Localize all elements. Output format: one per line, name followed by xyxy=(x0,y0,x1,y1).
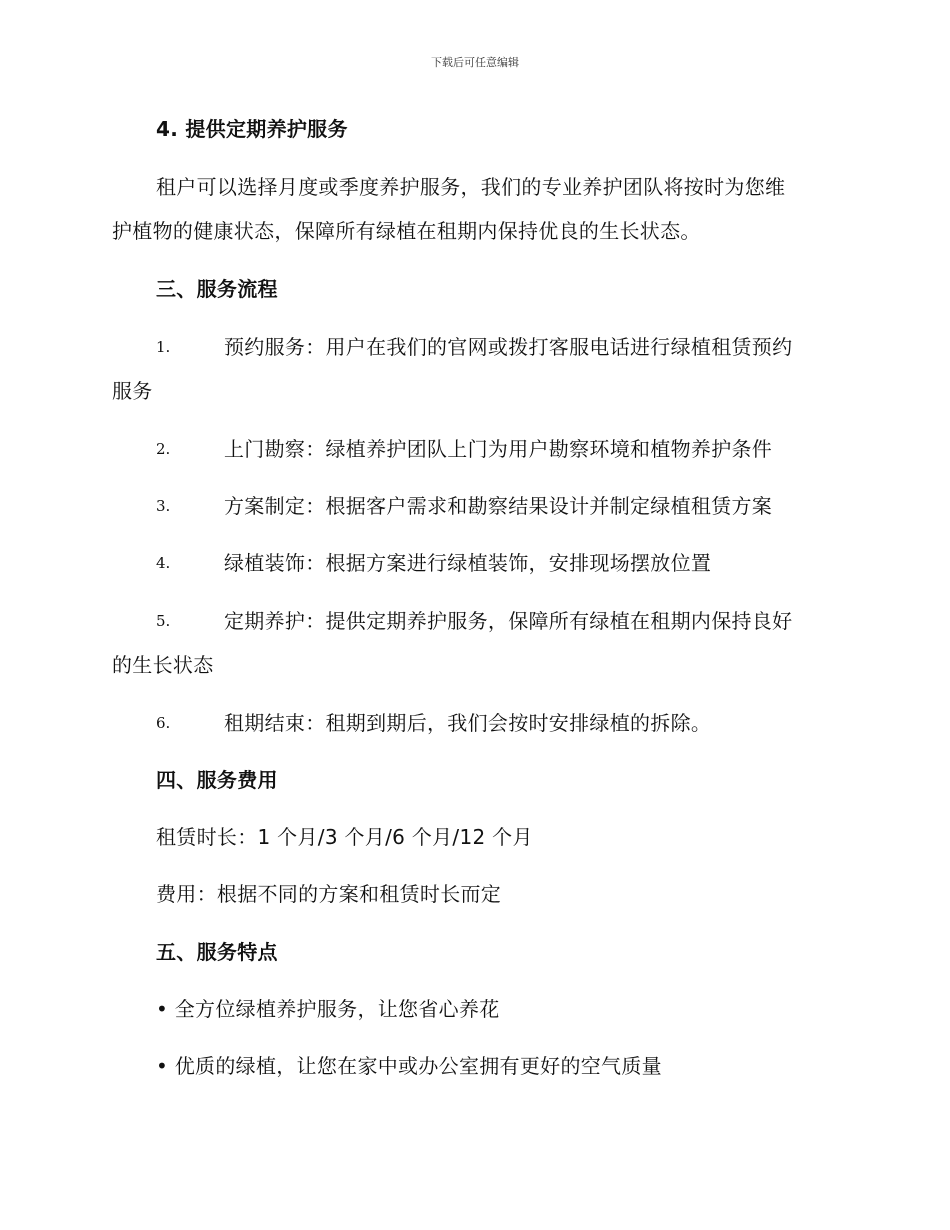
process-item-continuation: 服务 xyxy=(112,379,153,403)
process-item-text: 租期结束：租期到期后，我们会按时安排绿植的拆除。 xyxy=(224,711,712,735)
process-item-number: 2. xyxy=(156,440,171,458)
section4-paragraph-line2: 护植物的健康状态，保障所有绿植在租期内保持优良的生长状态。 xyxy=(112,219,701,243)
process-item-number: 3. xyxy=(156,497,171,515)
process-item-number: 4. xyxy=(156,554,171,572)
feature-bullet-item: • 优质的绿植，让您在家中或办公室拥有更好的空气质量 xyxy=(156,1054,662,1078)
fees-cost: 费用：根据不同的方案和租赁时长而定 xyxy=(156,882,502,906)
process-item-continuation: 的生长状态 xyxy=(112,653,214,677)
section4-paragraph-line1: 租户可以选择月度或季度养护服务，我们的专业养护团队将按时为您维 xyxy=(156,175,786,199)
header-note: 下载后可任意编辑 xyxy=(431,56,519,69)
section-heading-fees: 四、服务费用 xyxy=(156,768,278,792)
feature-bullet-item: • 全方位绿植养护服务，让您省心养花 xyxy=(156,997,500,1021)
process-item-text: 预约服务：用户在我们的官网或拨打客服电话进行绿植租赁预约 xyxy=(224,335,793,359)
process-item-number: 5. xyxy=(156,612,171,630)
process-item-text: 方案制定：根据客户需求和勘察结果设计并制定绿植租赁方案 xyxy=(224,494,773,518)
process-item-number: 1. xyxy=(156,338,171,356)
fees-duration: 租赁时长：1 个月/3 个月/6 个月/12 个月 xyxy=(156,825,533,849)
section-heading-features: 五、服务特点 xyxy=(156,940,278,964)
process-item-text: 绿植装饰：根据方案进行绿植装饰，安排现场摆放位置 xyxy=(224,551,712,575)
process-item-text: 定期养护：提供定期养护服务，保障所有绿植在租期内保持良好 xyxy=(224,609,793,633)
section-heading-process: 三、服务流程 xyxy=(156,277,278,301)
process-item-text: 上门勘察：绿植养护团队上门为用户勘察环境和植物养护条件 xyxy=(224,437,773,461)
process-item-number: 6. xyxy=(156,714,171,732)
section-heading-4: 4. 提供定期养护服务 xyxy=(156,117,348,141)
